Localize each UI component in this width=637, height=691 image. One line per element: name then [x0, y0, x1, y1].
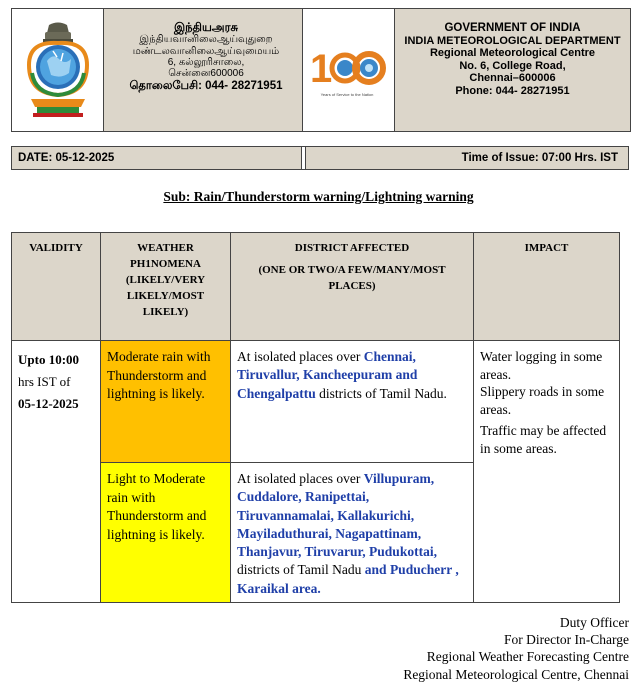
english-gov: GOVERNMENT OF INDIA: [444, 22, 581, 34]
validity-line2: hrs IST of: [18, 374, 71, 389]
signature-director: For Director In-Charge: [504, 632, 629, 648]
english-centre: Regional Meteorological Centre: [429, 47, 596, 60]
signature-rwfc: Regional Weather Forecasting Centre: [426, 649, 629, 665]
signature-duty-officer: Duty Officer: [559, 615, 629, 630]
logo-digit-one: 1: [309, 47, 332, 91]
logo-cell: [303, 9, 395, 131]
impact-water-logging: Water logging in some areas.: [480, 349, 603, 382]
header-district-affected: DISTRICT AFFECTED (ONE OR TWO/A FEW/MANY/MOST PLACES): [231, 233, 474, 341]
district-cell-2: At isolated places over Villupuram, Cuddalore, Ranipettai, Tiruvannamalai, Kallakurichi, Mayiladuthurai, Nagapattinam, Thanjavur, Tiruvarur, Pudukottai, districts of Tamil Nadu and Puducherr , Karaikal area.: [231, 463, 474, 603]
date-bar: [11, 146, 629, 170]
issue-time: Time of Issue: 07:00 Hrs. IST: [305, 147, 628, 169]
header-validity: VALIDITY: [12, 233, 101, 341]
signature-rmc: Regional Meteorological Centre, Chennai: [403, 666, 629, 682]
impact-slippery-roads: Slippery roads in some areas.: [480, 384, 605, 417]
tamil-address-line1: 6, கல்லூரிசாலை,: [167, 56, 245, 68]
tamil-centre: மண்டலவானிலைஆய்வுமையம்: [132, 45, 280, 57]
warning-table: [11, 232, 620, 603]
impact-traffic: Traffic may be affected in some areas.: [480, 423, 607, 456]
english-address-block: [395, 9, 630, 131]
district-list-1: Chennai, Tiruvallur, Kancheepuram and Chengalpattu: [237, 349, 418, 401]
district-list-2: Villupuram, Cuddalore, Ranipettai, Tiruvannamalai, Kallakurichi, Mayiladuthurai, Nagapattinam, Thanjavur, Tiruvarur, Pudukottai,: [237, 471, 437, 560]
imd-emblem-icon: [23, 21, 93, 119]
impact-cell: [474, 341, 620, 603]
validity-cell: [12, 341, 101, 603]
english-address-line2: Chennai–600006: [469, 72, 556, 85]
header-weather-phenomena: WEATHER PH1NOMENA (LIKELY/VERY LIKELY/MOST LIKELY): [101, 233, 231, 341]
validity-line1: Upto 10:00: [18, 352, 80, 367]
letterhead: [11, 8, 631, 132]
tamil-address-block: [104, 9, 303, 131]
tamil-title: இந்தியஅரசு: [173, 22, 239, 34]
table-row: [12, 341, 620, 463]
subject-line: Sub: Rain/Thunderstorm warning/Lightning warning: [163, 189, 474, 204]
emblem-cell: [12, 9, 104, 131]
tamil-phone: தொலைபேசி: 044- 28271951: [129, 80, 283, 93]
phenomena-cell-light-to-moderate: Light to Moderate rain with Thunderstorm and lightning is likely.: [101, 463, 231, 603]
district-list-2-union-territory: and Puducherr , Karaikal area.: [237, 562, 459, 596]
phenomena-cell-moderate: Moderate rain with Thunderstorm and lightning is likely.: [101, 341, 231, 463]
tamil-address-line2: சென்னை600006: [168, 68, 244, 80]
validity-line3: 05-12-2025: [18, 396, 79, 411]
tamil-dept: இந்தியவானிலைஆய்வுதுறை: [139, 34, 273, 46]
district-cell-1: At isolated places over Chennai, Tiruvallur, Kancheepuram and Chengalpattu districts of Tamil Nadu.: [231, 341, 474, 463]
signature-block: [403, 614, 629, 683]
imd-150-years-logo-icon: [308, 40, 390, 100]
issue-date: DATE: 05-12-2025: [12, 147, 302, 169]
english-dept: INDIA METEOROLOGICAL DEPARTMENT: [404, 34, 621, 47]
english-phone: Phone: 044- 28271951: [455, 84, 570, 97]
table-header-row: [12, 233, 620, 341]
header-impact: IMPACT: [474, 233, 620, 341]
english-address-line1: No. 6, College Road,: [459, 59, 566, 72]
logo-tagline: Years of Service to the Nation: [320, 92, 373, 97]
